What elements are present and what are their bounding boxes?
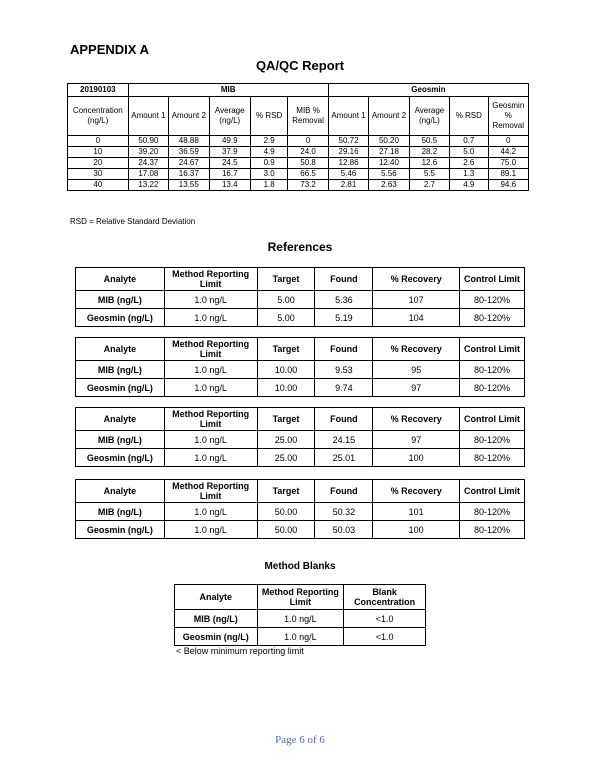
analyte-cell: Geosmin (ng/L) (76, 309, 165, 327)
table-cell: 13.4 (209, 180, 250, 191)
table-row (76, 291, 525, 309)
column-header: Method Reporting Limit (164, 338, 257, 361)
table-cell: 50.8 (288, 158, 328, 169)
table-cell: 9.53 (315, 361, 373, 379)
table-cell: 37.9 (209, 147, 250, 158)
table-cell: 0.7 (450, 136, 488, 147)
reference-table (75, 267, 525, 327)
table-cell: 24.37 (128, 158, 168, 169)
column-header: Concentration (ng/L) (68, 97, 129, 136)
table-cell: 50.03 (315, 521, 373, 539)
table-cell: 50.32 (315, 503, 373, 521)
table-cell: 66.5 (288, 169, 328, 180)
column-header: Target (257, 408, 315, 431)
table-cell: 50.00 (257, 521, 315, 539)
table-cell: 27.18 (369, 147, 409, 158)
table-cell: 4.9 (250, 147, 287, 158)
column-header: Method Reporting Limit (257, 585, 344, 610)
column-header: Average (ng/L) (209, 97, 250, 136)
column-header: % Recovery (373, 408, 460, 431)
table-cell: 1.0 ng/L (164, 309, 257, 327)
table-cell: 94.6 (488, 180, 528, 191)
table-cell: 16.37 (169, 169, 209, 180)
table-row (76, 521, 525, 539)
table-cell: 73.2 (288, 180, 328, 191)
table-cell: 24.15 (315, 431, 373, 449)
table-cell: 25.00 (257, 449, 315, 467)
table-row (175, 628, 426, 646)
table-cell: 0 (68, 136, 129, 147)
analyte-cell: MIB (ng/L) (76, 291, 165, 309)
table-cell: 2.63 (369, 180, 409, 191)
table-cell: 107 (373, 291, 460, 309)
table-cell: 101 (373, 503, 460, 521)
table-row (68, 180, 529, 191)
rsd-note: RSD = Relative Standard Deviation (70, 217, 196, 226)
column-header: Found (315, 268, 373, 291)
table-cell: <1.0 (344, 610, 426, 628)
table-cell: 1.0 ng/L (164, 503, 257, 521)
analyte-cell: Geosmin (ng/L) (76, 379, 165, 397)
table-cell: 50.72 (328, 136, 368, 147)
table-row (68, 158, 529, 169)
table-cell: 1.0 ng/L (257, 610, 344, 628)
table-cell: 24.67 (169, 158, 209, 169)
table-cell: 50.5 (409, 136, 449, 147)
table-cell: 5.5 (409, 169, 449, 180)
column-header: % Recovery (373, 338, 460, 361)
report-title: QA/QC Report (255, 58, 345, 73)
table-cell: 9.74 (315, 379, 373, 397)
table-cell: 80-120% (460, 361, 525, 379)
group-mib: MIB (128, 84, 328, 97)
table-row (175, 610, 426, 628)
column-header: Amount 2 (369, 97, 409, 136)
table-cell: 13.22 (128, 180, 168, 191)
method-blanks-table (174, 584, 426, 646)
column-header: Analyte (175, 585, 258, 610)
column-header: Method Reporting Limit (164, 268, 257, 291)
table-cell: 28.2 (409, 147, 449, 158)
table-cell: 80-120% (460, 449, 525, 467)
table-row (68, 136, 529, 147)
table-cell: 16.7 (209, 169, 250, 180)
qaqc-table (67, 83, 529, 191)
table-cell: 0.9 (250, 158, 287, 169)
column-header: Control Limit (460, 480, 525, 503)
table-cell: 49.9 (209, 136, 250, 147)
table-cell: 1.8 (250, 180, 287, 191)
table-cell: 3.0 (250, 169, 287, 180)
table-cell: 17.08 (128, 169, 168, 180)
column-header: Blank Concentration (344, 585, 426, 610)
column-header: Analyte (76, 408, 165, 431)
table-cell: 5.0 (450, 147, 488, 158)
table-cell: 13.55 (169, 180, 209, 191)
table-cell: 80-120% (460, 309, 525, 327)
column-header: % Recovery (373, 268, 460, 291)
table-cell: 1.0 ng/L (164, 449, 257, 467)
table-cell: 24.0 (288, 147, 328, 158)
column-header: Control Limit (460, 408, 525, 431)
column-header: Geosmin % Removal (488, 97, 528, 136)
table-cell: 12.86 (328, 158, 368, 169)
column-header: Target (257, 480, 315, 503)
table-cell: 1.3 (450, 169, 488, 180)
column-header: Amount 1 (328, 97, 368, 136)
column-header: Method Reporting Limit (164, 480, 257, 503)
column-header: Target (257, 338, 315, 361)
table-cell: 2.9 (250, 136, 287, 147)
table-cell: 80-120% (460, 503, 525, 521)
table-cell: <1.0 (344, 628, 426, 646)
column-header: % Recovery (373, 480, 460, 503)
table-cell: 1.0 ng/L (164, 431, 257, 449)
table-cell: 10.00 (257, 361, 315, 379)
table-cell: 10.00 (257, 379, 315, 397)
column-header: Average (ng/L) (409, 97, 449, 136)
table-cell: 1.0 ng/L (164, 379, 257, 397)
table-row (76, 379, 525, 397)
table-cell: 36.59 (169, 147, 209, 158)
table-cell: 5.00 (257, 291, 315, 309)
table-cell: 12.40 (369, 158, 409, 169)
column-header: Found (315, 338, 373, 361)
table-cell: 5.46 (328, 169, 368, 180)
table-cell: 0 (488, 136, 528, 147)
column-header: Amount 1 (128, 97, 168, 136)
table-cell: 5.56 (369, 169, 409, 180)
table-cell: 50.20 (369, 136, 409, 147)
table-row (76, 309, 525, 327)
column-header: % RSD (250, 97, 287, 136)
table-cell: 104 (373, 309, 460, 327)
table-cell: 2.7 (409, 180, 449, 191)
table-cell: 80-120% (460, 379, 525, 397)
table-row (68, 169, 529, 180)
group-geosmin: Geosmin (328, 84, 528, 97)
column-header: Target (257, 268, 315, 291)
table-cell: 1.0 ng/L (164, 521, 257, 539)
table-cell: 25.01 (315, 449, 373, 467)
table-row (76, 449, 525, 467)
appendix-heading: APPENDIX A (70, 42, 149, 57)
column-header: Analyte (76, 480, 165, 503)
analyte-cell: Geosmin (ng/L) (175, 628, 258, 646)
table-cell: 97 (373, 431, 460, 449)
reference-table (75, 407, 525, 467)
table-cell: 1.0 ng/L (164, 291, 257, 309)
analyte-cell: Geosmin (ng/L) (76, 521, 165, 539)
table-cell: 30 (68, 169, 129, 180)
column-header: Found (315, 408, 373, 431)
report-date: 20190103 (68, 84, 129, 97)
table-cell: 25.00 (257, 431, 315, 449)
table-cell: 80-120% (460, 521, 525, 539)
table-cell: 5.36 (315, 291, 373, 309)
table-cell: 80-120% (460, 431, 525, 449)
column-header: % RSD (450, 97, 488, 136)
table-row (76, 431, 525, 449)
table-cell: 100 (373, 449, 460, 467)
table-cell: 50.90 (128, 136, 168, 147)
table-cell: 97 (373, 379, 460, 397)
method-blanks-note: < Below minimum reporting limit (176, 646, 304, 656)
column-header: Amount 2 (169, 97, 209, 136)
column-header: Analyte (76, 268, 165, 291)
analyte-cell: Geosmin (ng/L) (76, 449, 165, 467)
table-cell: 5.00 (257, 309, 315, 327)
table-cell: 50.00 (257, 503, 315, 521)
analyte-cell: MIB (ng/L) (76, 503, 165, 521)
table-cell: 80-120% (460, 291, 525, 309)
column-header: Method Reporting Limit (164, 408, 257, 431)
reference-table (75, 479, 525, 539)
table-cell: 1.0 ng/L (257, 628, 344, 646)
table-cell: 89.1 (488, 169, 528, 180)
table-cell: 20 (68, 158, 129, 169)
column-header: Control Limit (460, 268, 525, 291)
table-cell: 100 (373, 521, 460, 539)
table-cell: 1.0 ng/L (164, 361, 257, 379)
table-cell: 0 (288, 136, 328, 147)
table-cell: 12.6 (409, 158, 449, 169)
table-cell: 2.6 (450, 158, 488, 169)
analyte-cell: MIB (ng/L) (76, 361, 165, 379)
analyte-cell: MIB (ng/L) (76, 431, 165, 449)
table-row (76, 361, 525, 379)
column-header: Found (315, 480, 373, 503)
table-cell: 48.88 (169, 136, 209, 147)
column-header: Control Limit (460, 338, 525, 361)
table-row (68, 147, 529, 158)
table-row (76, 503, 525, 521)
column-header: MIB % Removal (288, 97, 328, 136)
table-cell: 4.9 (450, 180, 488, 191)
table-cell: 10 (68, 147, 129, 158)
table-cell: 2.81 (328, 180, 368, 191)
table-cell: 75.0 (488, 158, 528, 169)
table-cell: 40 (68, 180, 129, 191)
page-number: Page 6 of 6 (275, 734, 325, 746)
references-title: References (267, 240, 333, 254)
table-cell: 29.16 (328, 147, 368, 158)
table-cell: 24.5 (209, 158, 250, 169)
table-cell: 39.20 (128, 147, 168, 158)
reference-table (75, 337, 525, 397)
column-header: Analyte (76, 338, 165, 361)
method-blanks-title: Method Blanks (264, 561, 336, 572)
table-cell: 44.2 (488, 147, 528, 158)
table-cell: 5.19 (315, 309, 373, 327)
table-cell: 95 (373, 361, 460, 379)
analyte-cell: MIB (ng/L) (175, 610, 258, 628)
